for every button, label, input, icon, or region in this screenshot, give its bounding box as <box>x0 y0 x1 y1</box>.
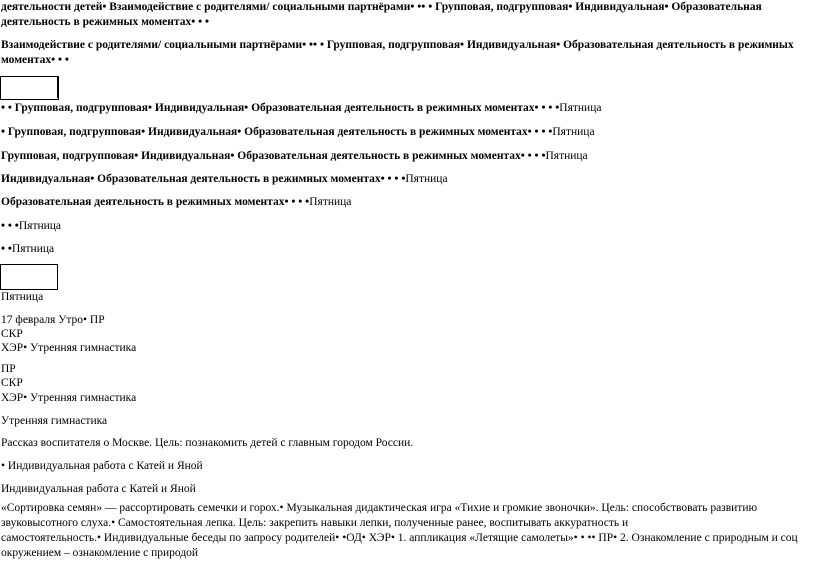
text-row-1 <box>1 101 601 116</box>
activity-line-4: Индивидуальная работа с Катей и Яной <box>1 483 196 495</box>
text-row-5 <box>1 195 351 210</box>
area-line-5: ХЭР• Утренняя гимнастика <box>1 392 137 404</box>
text-line-1: деятельности детей• Взаимодействие с родителями/ социальными партнёрами• •• • Групповая, подгрупповая• Индивидуальная• Образовательная <box>1 1 762 13</box>
area-line-3: ПР <box>1 363 16 375</box>
text-row-4 <box>1 172 448 187</box>
day-heading: Пятница <box>1 291 44 303</box>
row-5-label: Образовательная деятельность в режимных моментах• • • • <box>1 196 310 208</box>
text-row-7 <box>1 242 54 257</box>
text-row-2 <box>1 125 595 140</box>
row-4-day: Пятница <box>405 173 448 185</box>
area-line-2: ХЭР• Утренняя гимнастика <box>1 342 137 354</box>
paragraph-line-2: звуковысотного слуха.• Самостоятельная лепка. Цель: закрепить навыки лепки, полученные ранее, воспитывать аккуратность и <box>1 517 629 529</box>
row-3-label: Групповая, подгрупповая• Индивидуальная• Образовательная деятельность в режимных моментах• • • • <box>1 150 546 162</box>
paragraph-line-1: «Сортировка семян» — рассортировать семечки и горох.• Музыкальная дидактическая игра «Тихие и громкие звоночки». Цель: способствовать развитию <box>1 502 758 514</box>
area-line-1: СКР <box>1 328 23 340</box>
row-5-day: Пятница <box>309 196 352 208</box>
table-cell-box-2 <box>0 264 58 290</box>
row-6-label: • • • <box>1 220 19 232</box>
row-4-label: Индивидуальная• Образовательная деятельность в режимных моментах• • • • <box>1 173 406 185</box>
table-cell-box <box>0 76 59 100</box>
table-cell-divider <box>57 76 70 98</box>
area-line-4: СКР <box>1 377 23 389</box>
row-6-day: Пятница <box>18 220 62 232</box>
text-line-2: деятельность в режимных моментах• • • <box>1 16 210 28</box>
row-3-day: Пятница <box>545 150 588 162</box>
text-line-4: моментах• • • <box>1 54 69 66</box>
activity-line-1: Утренняя гимнастика <box>1 415 108 427</box>
text-row-3 <box>1 149 588 164</box>
date-line: 17 февраля Утро• ПР <box>1 314 105 326</box>
activity-line-2: Рассказ воспитателя о Москве. Цель: познакомить детей с главным городом России. <box>1 437 414 449</box>
row-7-day: Пятница <box>11 243 55 255</box>
paragraph-line-4: окружением – ознакомление с природой <box>1 547 199 559</box>
text-row-6 <box>1 219 61 234</box>
row-2-label: • Групповая, подгрупповая• Индивидуальная• Образовательная деятельность в режимных моментах• • • • <box>1 126 553 138</box>
activity-line-3: • Индивидуальная работа с Катей и Яной <box>1 460 203 472</box>
row-1-label: • • Групповая, подгрупповая• Индивидуальная• Образовательная деятельность в режимных моментах• • • • <box>1 102 560 114</box>
row-7-label: • • <box>1 243 12 255</box>
paragraph-line-3: самостоятельность.• Индивидуальные беседы по запросу родителей• •ОД• ХЭР• 1. аппликация «Летящие самолеты»• • •• ПР• 2. Ознакомление с природным и соц <box>1 532 798 544</box>
row-2-day: Пятница <box>552 126 595 138</box>
text-line-3: Взаимодействие с родителями/ социальными партнёрами• •• • Групповая, подгрупповая• Индивидуальная• Образовательная деятельность в режимных <box>1 39 794 51</box>
row-1-day: Пятница <box>559 102 602 114</box>
